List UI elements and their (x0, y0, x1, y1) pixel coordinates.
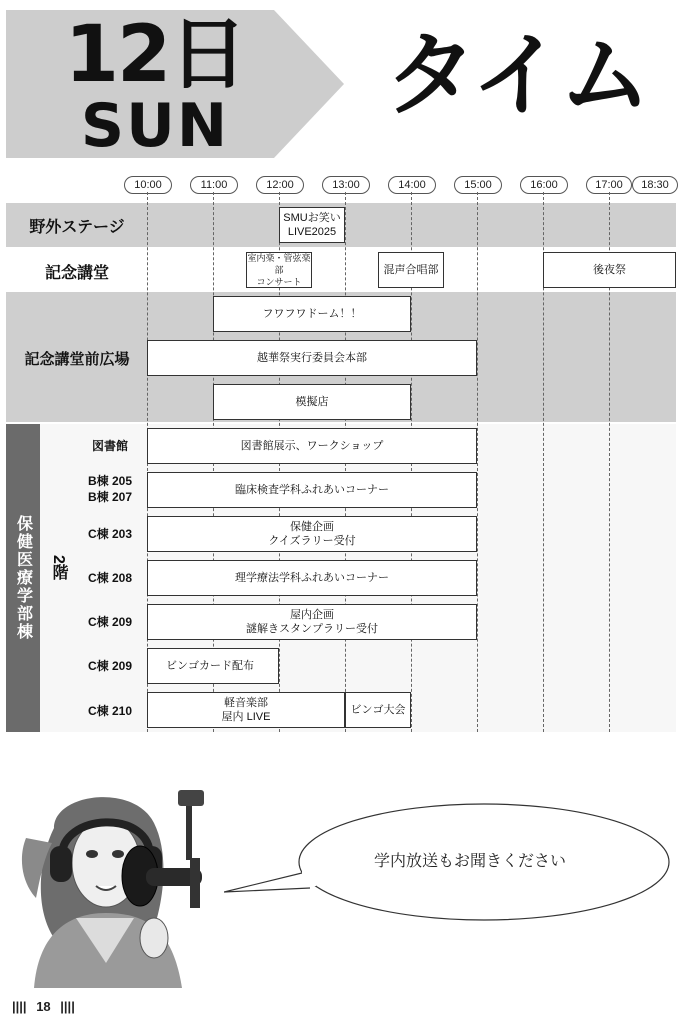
page-number-deco-right: |||| (60, 999, 75, 1014)
event-smu-owarai: SMUお笑い LIVE2025 (279, 207, 345, 243)
time-label: 12:00 (256, 176, 304, 194)
event-bingo: ビンゴ大会 (345, 692, 411, 728)
row-label-memorial-hall: 記念講堂 (44, 265, 109, 282)
bubble-message: 学内放送もお聞きください (373, 851, 566, 870)
time-label: 11:00 (190, 176, 238, 194)
event-quiz: 保健企画 クイズラリー受付 (147, 516, 477, 552)
time-label: 14:00 (388, 176, 436, 194)
grid-line (477, 192, 478, 732)
event-committee: 越華祭実行委員会本部 (147, 340, 477, 376)
time-label: 18:30 (632, 176, 678, 194)
room-label: B棟 205 B棟 207 (87, 474, 133, 504)
row-label-building: 保健医療学部棟 (6, 424, 40, 732)
date-day: 12日 (64, 10, 246, 100)
time-label: 13:00 (322, 176, 370, 194)
event-after-party: 後夜祭 (543, 252, 676, 288)
date-heading (40, 10, 270, 161)
room-label: C棟 203 (87, 527, 133, 541)
event-bingo-cards: ビンゴカード配布 (147, 648, 279, 684)
event-wind-orchestra: 室内楽・管弦楽部 コンサート (247, 253, 311, 287)
room-label: C棟 209 (87, 615, 133, 629)
event-mock-store: 模擬店 (213, 384, 411, 420)
event-keion: 軽音楽部 屋内 LIVE (147, 692, 345, 728)
event-library-show: 図書館展示、ワークショップ (147, 428, 477, 464)
time-label: 10:00 (124, 176, 172, 194)
page-number (12, 999, 75, 1014)
floor-label: 2階 (50, 555, 67, 580)
dj-girl-illustration (14, 788, 224, 988)
page-title: タイム (384, 22, 648, 129)
date-weekday: SUN (80, 91, 230, 161)
row-label-outdoor-stage: 野外ステージ (29, 219, 125, 236)
event-chorus: 混声合唱部 (378, 252, 444, 288)
row-label-front-plaza: 記念講堂前広場 (24, 351, 130, 368)
event-clinical: 臨床検査学科ふれあいコーナー (147, 472, 477, 508)
room-label: C棟 210 (87, 704, 133, 718)
room-label: C棟 209 (87, 659, 133, 673)
time-label: 15:00 (454, 176, 502, 194)
time-label: 17:00 (586, 176, 632, 194)
page-number-deco-left: |||| (12, 999, 27, 1014)
room-label: C棟 208 (87, 571, 133, 585)
time-label: 16:00 (520, 176, 568, 194)
page-number-value: 18 (36, 999, 51, 1014)
room-label: 図書館 (91, 439, 128, 453)
event-fuwafuwa: フワフワドーム！！ (213, 296, 411, 332)
event-pt: 理学療法学科ふれあいコーナー (147, 560, 477, 596)
event-stamp: 屋内企画 謎解きスタンプラリー受付 (147, 604, 477, 640)
